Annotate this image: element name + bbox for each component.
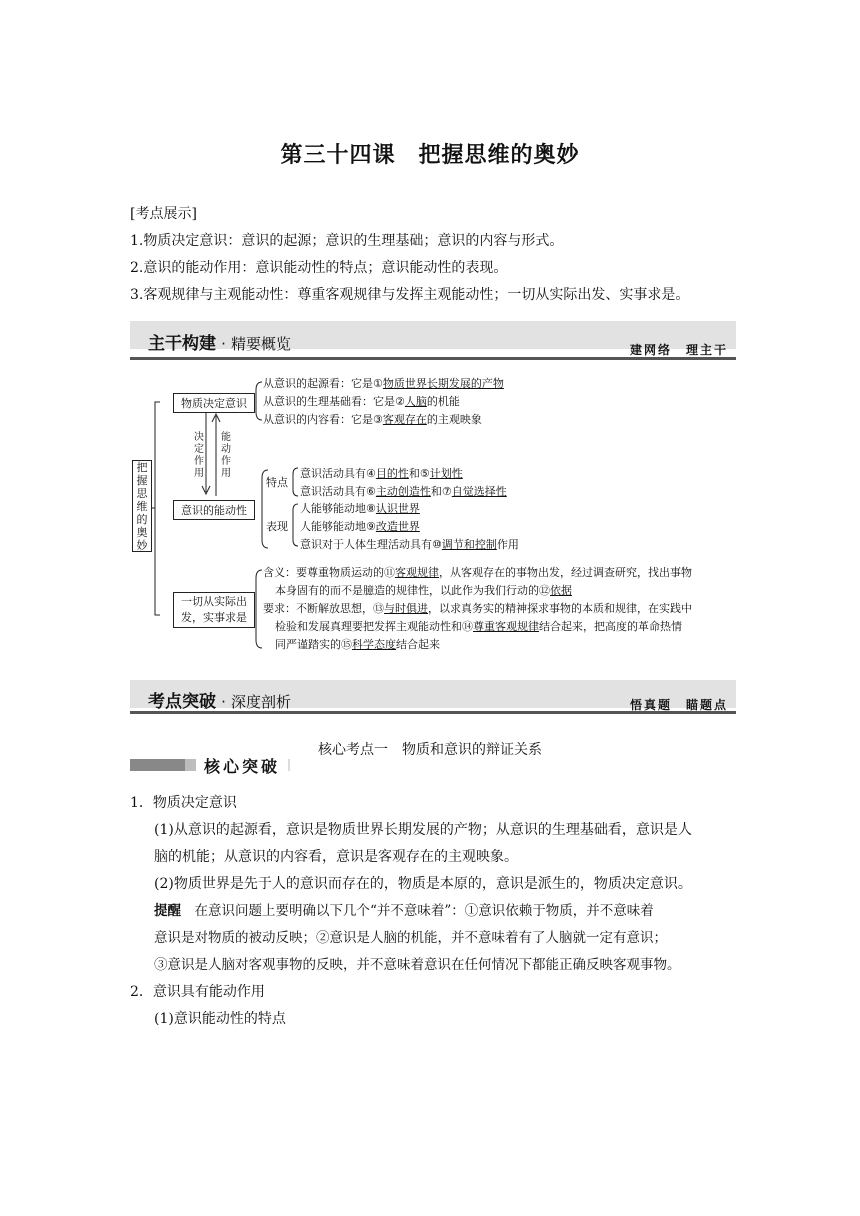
remind-2: 意识是对物质的被动反映；②意识是人脑的机能，并不意味着有了人脑就一定有意识； [154,930,667,946]
section-heading: 主干构建 · 精要概览 [148,334,291,354]
arrow-label-active: 能动作用 [221,432,231,479]
show-line-1: 人能够能动地⑧认识世界 [300,502,420,515]
require-line-2: 检验和发展真理要把发挥主观能动性和⑭尊重客观规律结合起来，把高度的革命热情 [275,620,682,633]
core-topic-title: 核心考点一 物质和意识的辩证关系 [318,742,542,758]
exam-points-label: [考点展示] [130,206,197,222]
exam-point-2: 2.意识的能动作用：意识能动性的特点；意识能动性的表现。 [130,260,508,276]
remind-3: ③意识是人脑对客观事物的反映，并不意味着意识在任何情况下都能正确反映客观事物。 [154,957,681,973]
branch-seek-truth: 一切从实际出 发，实事求是 [173,592,255,628]
section-tagline: 建网络 理主干 [630,343,729,357]
para-1a: (1)从意识的起源看，意识是物质世界长期发展的产物；从意识的生理基础看，意识是人 [154,822,692,838]
exam-point-1: 1.物质决定意识：意识的起源；意识的生理基础；意识的内容与形式。 [130,233,564,249]
feature-line-2: 意识活动具有⑥主动创造性和⑦自觉选择性 [300,485,507,498]
para-2: (2)物质世界是先于人的意识而存在的，物质是本原的，意识是派生的，物质决定意识。 [154,876,692,892]
arrow-label-decisive: 决定作用 [194,432,204,479]
require-line-1: 要求：不断解放思想，⑬与时俱进，以求真务实的精神探求事物的本质和规律，在实践中 [263,602,692,615]
show-label: 表现 [266,520,288,533]
branch-matter-decides: 物质决定意识 [173,393,255,413]
section2-heading: 考点突破 · 深度剖析 [148,692,291,712]
core-breakthrough-banner: 核心突破 [196,754,288,777]
exam-point-3: 3.客观规律与主观能动性：尊重客观规律与发挥主观能动性；一切从实际出发、实事求是。 [130,287,690,303]
branch1-line-1: 从意识的起源看：它是①物质世界长期发展的产物 [263,377,504,390]
feature-label: 特点 [266,476,288,489]
heading-2: 2．意识具有能动作用 [130,984,265,1000]
branch1-line-3: 从意识的内容看：它是③客观存在的主观映象 [263,413,482,426]
feature-line-1: 意识活动具有④目的性和⑤计划性 [300,467,463,480]
branch1-line-2: 从意识的生理基础看：它是②人脑的机能 [263,395,460,408]
page-title: 第三十四课 把握思维的奥妙 [280,143,580,168]
branch-consciousness-agency: 意识的能动性 [173,500,255,520]
remind-1: 提醒 在意识问题上要明确以下几个“并不意味着”：①意识依赖于物质，并不意味着 [154,903,654,919]
mind-map-root: 把握思维的奥妙 [132,460,152,552]
meaning-line-1: 含义：要尊重物质运动的⑪客观规律，从客观存在的事物出发，经过调查研究，找出事物 [263,566,692,579]
para-3: (1)意识能动性的特点 [154,1011,286,1027]
show-line-3: 意识对于人体生理活动具有⑩调节和控制作用 [300,538,519,551]
section2-tagline: 悟真题 瞄题点 [630,698,729,712]
para-1b: 脑的机能；从意识的内容看，意识是客观存在的主观映象。 [154,849,518,865]
meaning-line-2: 本身固有的而不是臆造的规律性，以此作为我们行动的⑫依据 [275,584,572,597]
show-line-2: 人能够能动地⑨改造世界 [300,520,420,533]
require-line-3: 同严谨踏实的⑮科学态度结合起来 [275,638,440,651]
heading-1: 1．物质决定意识 [130,795,237,811]
